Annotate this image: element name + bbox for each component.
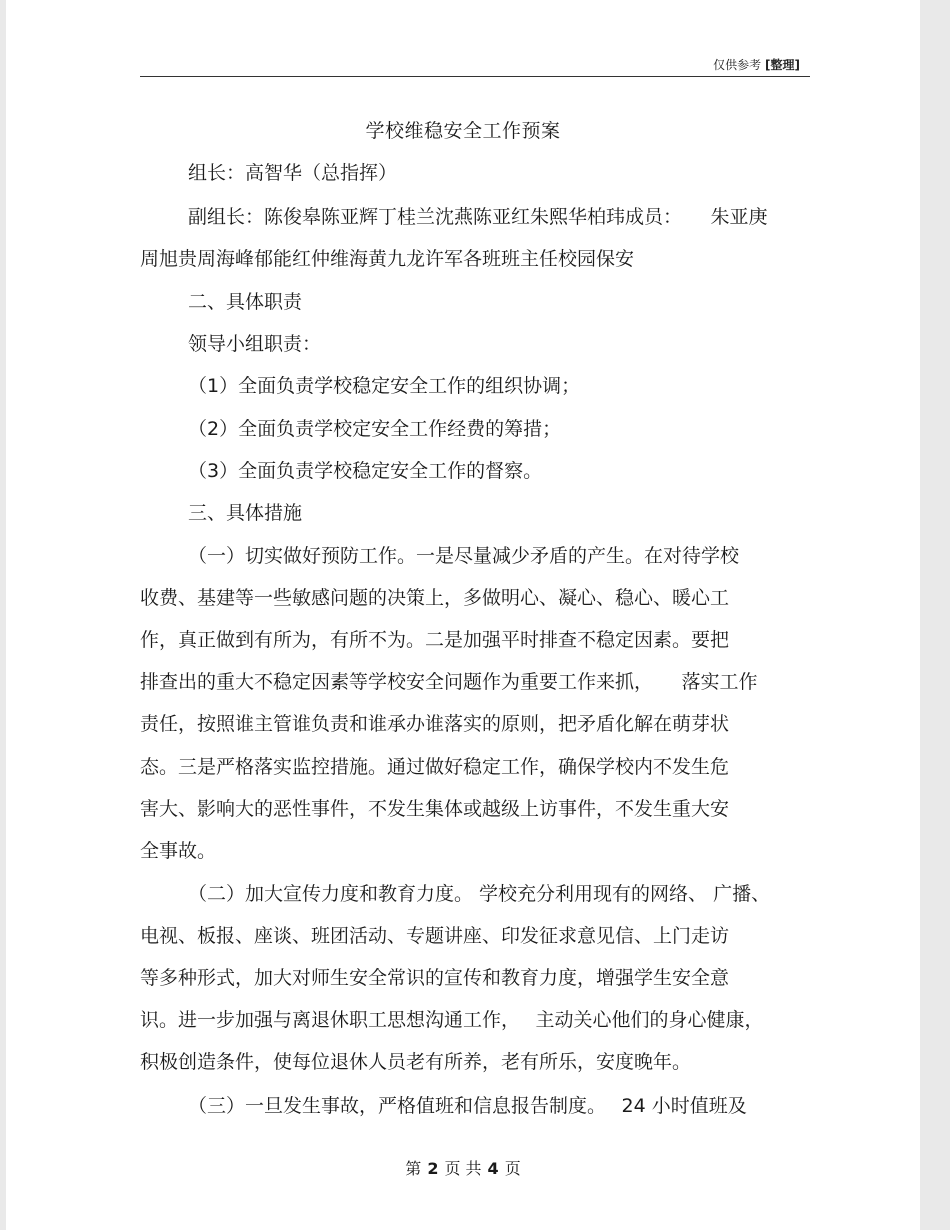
text-line: （3）全面负责学校稳定安全工作的督察。 — [188, 460, 543, 482]
text-line: 识。进一步加强与离退休职工思想沟通工作， 主动关心他们的身心健康， — [140, 1009, 764, 1031]
document-title: 学校维稳安全工作预案 — [365, 120, 561, 142]
footer-prefix: 第 — [405, 1159, 422, 1178]
text-line: 电视、板报、座谈、班团活动、专题讲座、印发征求意见信、上门走访 — [140, 925, 730, 947]
header-note — [713, 56, 800, 73]
text-line: （三）一旦发生事故，严格值班和信息报告制度。 24 小时值班及 — [188, 1095, 747, 1117]
text-line: 周旭贵周海峰郁能红仲维海黄九龙许军各班班主任校园保安 — [140, 248, 635, 270]
text-line: （1）全面负责学校稳定安全工作的组织协调； — [188, 375, 581, 397]
text-line: 领导小组职责： — [188, 333, 322, 355]
text-line: 副组长：陈俊皋陈亚辉丁桂兰沈燕陈亚红朱熙华柏玮成员： 朱亚庚 — [188, 206, 768, 228]
header-note-text: 仅供参考 — [713, 58, 762, 72]
text-line: 三、具体措施 — [188, 502, 303, 524]
text-line: 责任，按照谁主管谁负责和谁承办谁落实的原则，把矛盾化解在萌芽状 — [140, 713, 730, 735]
footer-current-page: 2 — [427, 1159, 439, 1178]
text-line: （二）加大宣传力度和教育力度。 学校充分利用现有的网络、 广播、 — [188, 883, 771, 905]
text-line: 二、具体职责 — [188, 291, 303, 313]
header-rule — [140, 76, 810, 77]
document-page — [6, 0, 920, 1230]
header-note-tag: [整理] — [765, 58, 800, 72]
footer-middle: 页 共 — [444, 1159, 482, 1178]
text-line: 态。三是严格落实监控措施。通过做好稳定工作，确保学校内不发生危 — [140, 756, 730, 778]
text-line: 组长：高智华（总指挥） — [188, 162, 398, 184]
text-line: 收费、基建等一些敏感问题的决策上，多做明心、凝心、稳心、暖心工 — [140, 587, 730, 609]
text-line: 排查出的重大不稳定因素等学校安全问题作为重要工作来抓， 落实工作 — [140, 671, 758, 693]
page-footer — [6, 1156, 920, 1179]
text-line: （一）切实做好预防工作。一是尽量减少矛盾的产生。在对待学校 — [188, 545, 740, 567]
footer-total-pages: 4 — [487, 1159, 499, 1178]
text-line: （2）全面负责学校定安全工作经费的筹措； — [188, 418, 562, 440]
text-line: 作，真正做到有所为，有所不为。二是加强平时排查不稳定因素。要把 — [140, 629, 730, 651]
text-line: 等多种形式，加大对师生安全常识的宣传和教育力度，增强学生安全意 — [140, 967, 730, 989]
text-line: 积极创造条件，使每位退休人员老有所养，老有所乐，安度晚年。 — [140, 1051, 692, 1073]
text-line: 害大、影响大的恶性事件，不发生集体或越级上访事件，不发生重大安 — [140, 798, 730, 820]
footer-suffix: 页 — [504, 1159, 521, 1178]
text-line: 全事故。 — [140, 840, 217, 862]
